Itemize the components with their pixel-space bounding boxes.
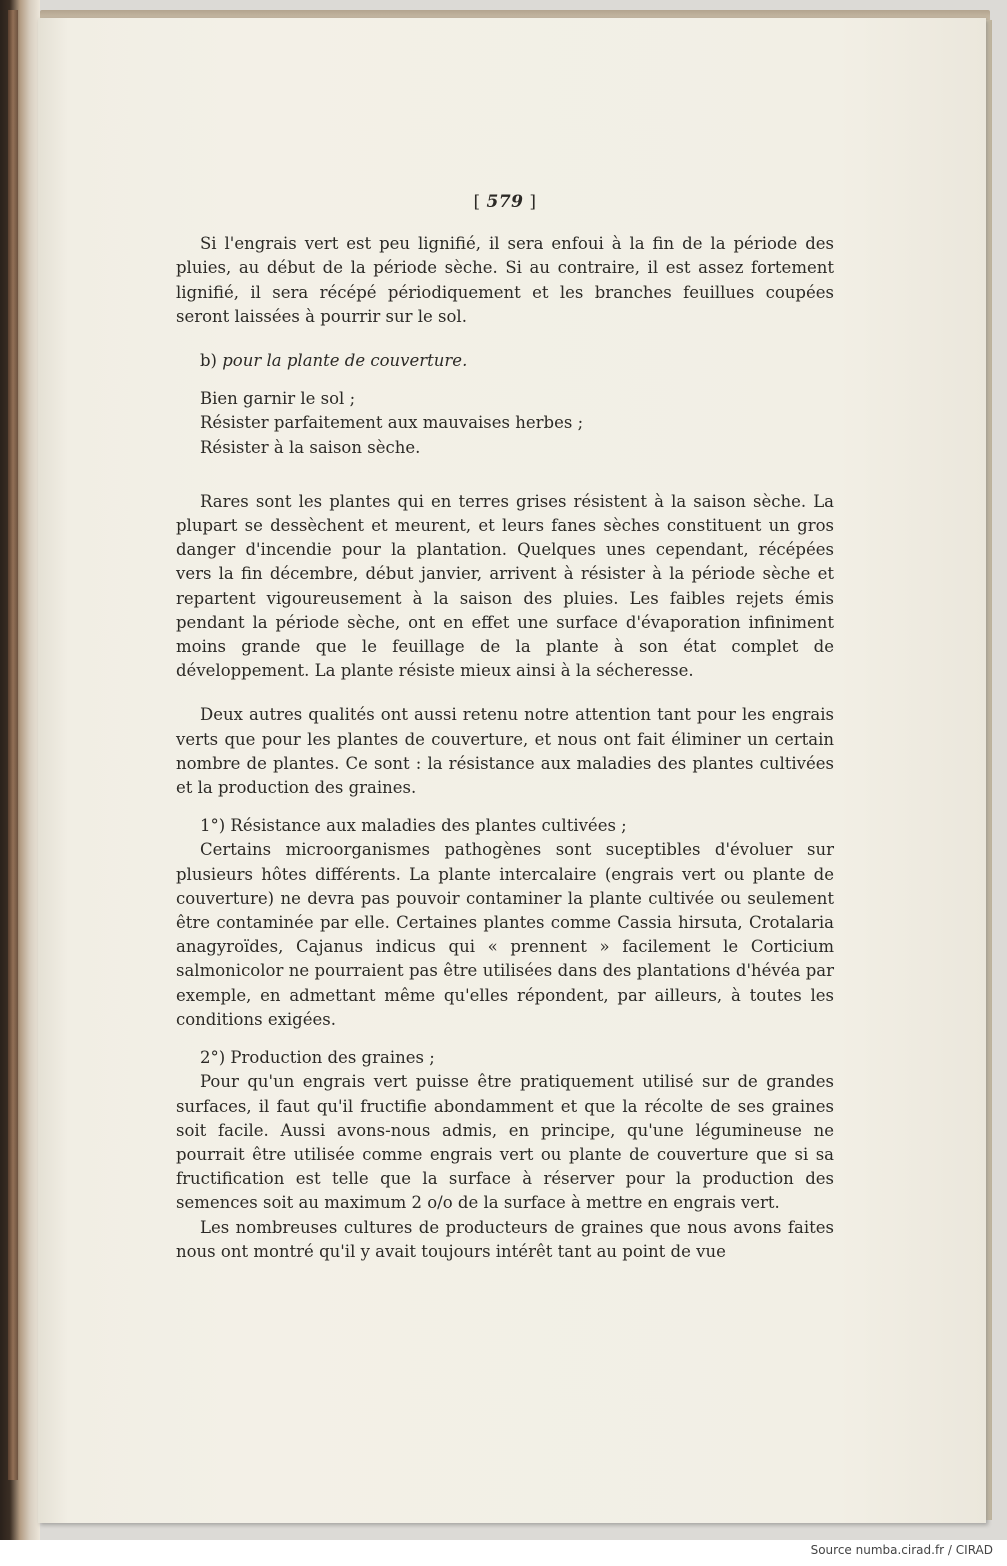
binding-edge [8,10,18,1480]
subhead-resistance: 1°) Résistance aux maladies des plantes cultivées ; [200,816,627,836]
paragraph-engrais-vert: Si l'engrais vert est peu lignifié, il sera enfoui à la fin de la période des pluies, au début de la période sèche. Si au contraire, il est assez fortement lignifié, il sera récépé périodiquement et les branches feuillues coupées seront laissées à pourrir sur le sol. [176,234,834,326]
source-credit: Source numba.cirad.fr / CIRAD [810,1543,993,1557]
subhead-production: 2°) Production des graines ; [200,1048,435,1068]
criteria-item: Résister parfaitement aux mauvaises herbes ; [200,413,584,433]
criteria-item: Bien garnir le sol ; [200,389,356,409]
book-binding [0,0,40,1540]
paragraph-maladies: Certains microorganismes pathogènes sont suceptibles d'évoluer sur plusieurs hôtes différents. La plante intercalaire (engrais vert ou plante de couverture) ne devra pas pouvoir contaminer la plante cultivée ou seulement être contaminée par elle. Certaines plantes comme Cassia hirsuta, Crotalaria anagyroïdes, Cajanus indicus qui « prennent » facilement le Corticium salmonicolor ne pourraient pas être utilisées dans des plantations d'hévéa par exemple, en admettant même qu'elles répondent, par ailleurs, à toutes les conditions exigées. [176,840,834,1029]
paragraph-graines: Pour qu'un engrais vert puisse être pratiquement utilisé sur de grandes surfaces, il faut qu'il fructifie abondamment et que la récolte de ses graines soit facile. Aussi avons-nous admis, en principe, qu'une légumineuse ne pourrait être utilisée comme engrais vert ou plante de couverture que si sa fructification est telle que la surface à réserver pour la production des semences soit au maximum 2 o/o de la surface à mettre en engrais vert. [176,1072,834,1213]
criteria-list [176,387,834,460]
page-number: [ 579 ] [473,192,537,212]
paragraph-cultures: Les nombreuses cultures de producteurs de graines que nous avons faites nous ont montré qu'il y avait toujours intérêt tant au point de vue [176,1217,834,1261]
paragraph-saison-seche: Rares sont les plantes qui en terres grises résistent à la saison sèche. La plupart se dessèchent et meurent, et leurs fanes sèches constituent un gros danger d'incendie pour la plantation. Quelques unes cependant, récépées vers la fin décembre, début janvier, arrivent à résister à la période sèche et repartent vigoureusement à la saison des pluies. Les faibles rejets émis pendant la période sèche, ont en effet une surface d'évaporation infiniment moins grande que le feuillage de la plante à son état complet de développement. La plante résiste mieux ainsi à la sécheresse. [176,491,834,681]
subhead-plante-couverture: b) pour la plante de couverture. [200,351,468,371]
page-text [176,190,834,1264]
criteria-item: Résister à la saison sèche. [200,437,421,457]
paragraph-deux-qualites: Deux autres qualités ont aussi retenu notre attention tant pour les engrais verts que pour les plantes de couverture, et nous ont fait éliminer un certain nombre de plantes. Ce sont : la résistance aux maladies des plantes cultivées et la production des graines. [176,705,834,798]
